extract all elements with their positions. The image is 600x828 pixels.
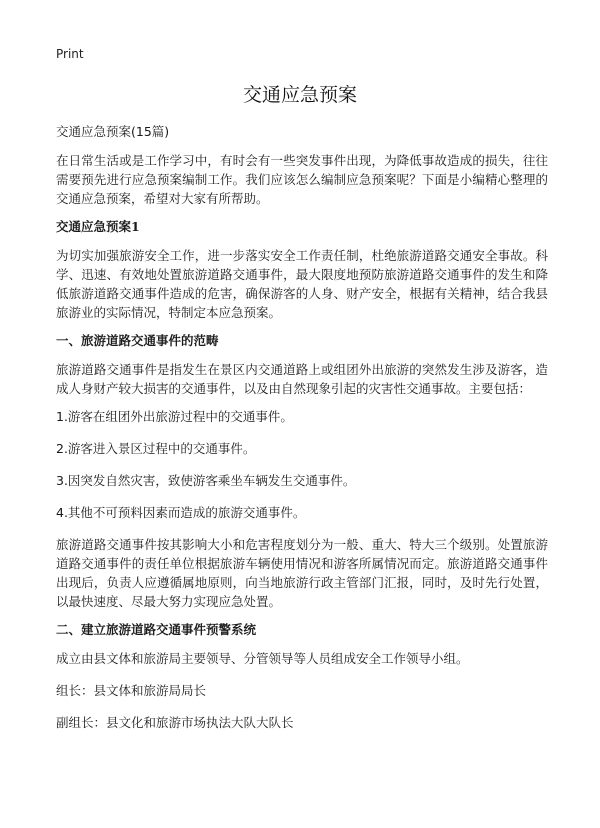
list-item: 1.游客在组团外出旅游过程中的交通事件。 (56, 409, 293, 424)
list-item: 2.游客进入景区过程中的交通事件。 (56, 441, 256, 456)
list-item: 3.因突发自然灾害，致使游客乘坐车辆发生交通事件。 (56, 473, 356, 488)
deputy-leader-line: 副组长：县文化和旅游市场执法大队大队长 (56, 715, 294, 730)
part1-paragraph-2: 旅游道路交通事件按其影响大小和危害程度划分为一般、重大、特大三个级别。处置旅游道路交通事件的责任单位根据旅游车辆使用情况和游客所属情况而定。旅游道路交通事件出现后，负责人应遵循属地原则，向当地旅游行政主管部门汇报，同时，及时先行处置，以最快速度、尽最大努力实现应急处置。 (56, 537, 548, 609)
intro-paragraph: 在日常生活或是工作学习中，有时会有一些突发事件出现，为降低事故造成的损失，往往需要预先进行应急预案编制工作。我们应该怎么编制应急预案呢？下面是小编精心整理的交通应急预案，希望对大家有所帮助。 (56, 153, 548, 206)
section-paragraph: 为切实加强旅游安全工作，进一步落实安全工作责任制，杜绝旅游道路交通安全事故。科学、迅速、有效地处置旅游道路交通事件，最大限度地预防旅游道路交通事件的发生和降低旅游道路交通事件造成的危害，确保游客的人身、财产安全，根据有关精神，结合我县旅游业的实际情况，特制定本应急预案。 (56, 248, 548, 320)
part1-paragraph: 旅游道路交通事件是指发生在景区内交通道路上或组团外出旅游的突然发生涉及游客，造成人身财产较大损害的交通事件，以及由自然现象引起的灾害性交通事故。主要包括： (56, 362, 548, 396)
page-title: 交通应急预案 (242, 84, 357, 106)
part2-heading: 二、建立旅游道路交通事件预警系统 (56, 622, 257, 637)
section-heading: 交通应急预案1 (56, 219, 140, 234)
part2-paragraph: 成立由县文体和旅游局主要领导、分管领导等人员组成安全工作领导小组。 (56, 651, 469, 666)
list-item: 4.其他不可预料因素而造成的旅游交通事件。 (56, 505, 306, 520)
leader-line: 组长：县文体和旅游局局长 (56, 683, 207, 698)
part1-heading: 一、旅游道路交通事件的范畴 (56, 333, 219, 348)
document-subtitle: 交通应急预案(15篇) (56, 124, 170, 139)
print-link[interactable]: Print (56, 47, 84, 61)
document-body (56, 122, 548, 745)
